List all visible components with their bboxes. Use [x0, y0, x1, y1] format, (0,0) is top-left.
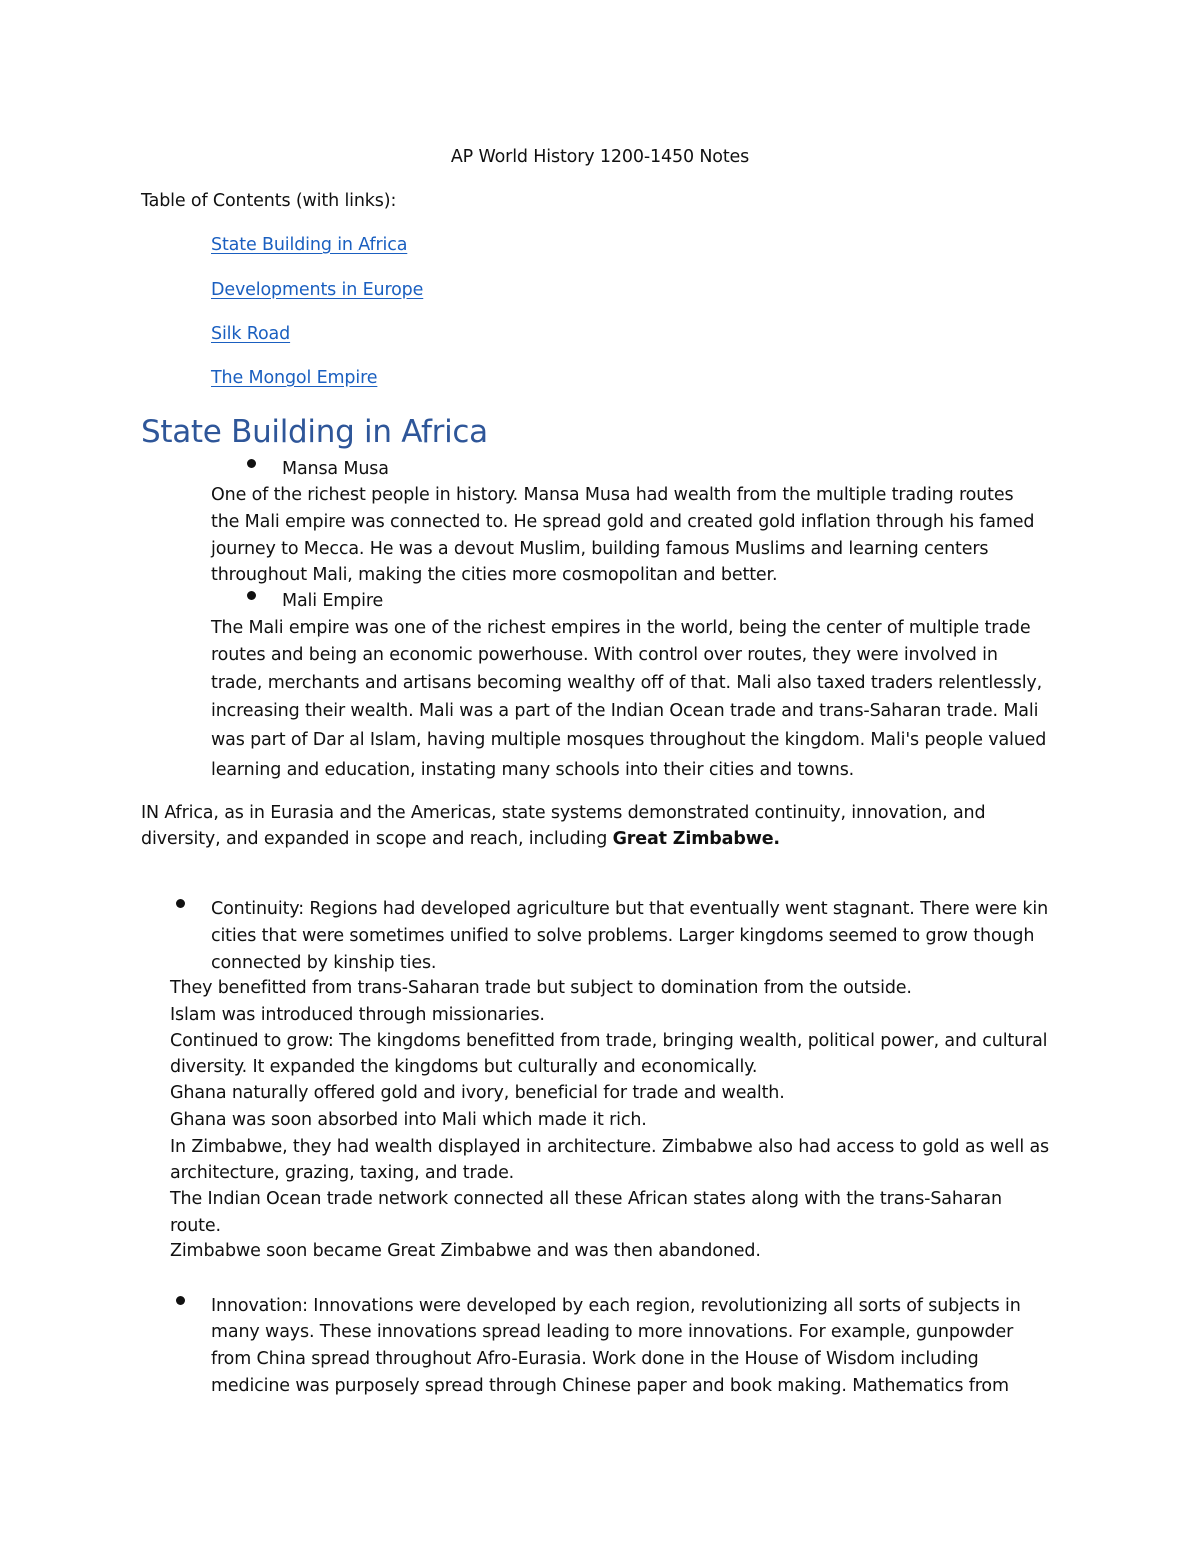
paragraph-line: was part of Dar al Islam, having multiple mosques throughout the kingdom. Mali's people valued — [211, 730, 1047, 750]
note-line: Ghana naturally offered gold and ivory, beneficial for trade and wealth. — [170, 1083, 785, 1103]
paragraph-line: learning and education, instating many schools into their cities and towns. — [211, 760, 855, 780]
innovation-line: Innovation: Innovations were developed by each region, revolutionizing all sorts of subjects in — [211, 1296, 1021, 1316]
section-heading: State Building in Africa — [141, 414, 488, 450]
note-line: The Indian Ocean trade network connected all these African states along with the trans-Saharan — [170, 1189, 1002, 1209]
bullet-icon — [176, 1296, 185, 1305]
paragraph-line: trade, merchants and artisans becoming wealthy off of that. Mali also taxed traders relentlessly, — [211, 673, 1043, 693]
continuity-line: connected by kinship ties. — [211, 953, 437, 973]
innovation-line: from China spread throughout Afro-Eurasia. Work done in the House of Wisdom including — [211, 1349, 979, 1369]
paragraph-line: throughout Mali, making the cities more cosmopolitan and better. — [211, 565, 778, 585]
note-line: Ghana was soon absorbed into Mali which made it rich. — [170, 1110, 647, 1130]
note-line: diversity. It expanded the kingdoms but culturally and economically. — [170, 1057, 758, 1077]
bullet-icon — [176, 899, 185, 908]
intro-text: diversity, and expanded in scope and reach, including — [141, 829, 613, 849]
paragraph-line: the Mali empire was connected to. He spread gold and created gold inflation through his famed — [211, 512, 1035, 532]
bullet-label-mansa-musa: Mansa Musa — [282, 459, 389, 479]
toc-link-state-building[interactable]: State Building in Africa — [211, 235, 408, 255]
paragraph-line: journey to Mecca. He was a devout Muslim, building famous Muslims and learning centers — [211, 539, 989, 559]
paragraph-line: The Mali empire was one of the richest empires in the world, being the center of multiple trade — [211, 618, 1031, 638]
note-line: Zimbabwe soon became Great Zimbabwe and was then abandoned. — [170, 1241, 761, 1261]
note-line: Continued to grow: The kingdoms benefitted from trade, bringing wealth, political power, and cultural — [170, 1031, 1048, 1051]
note-line: Islam was introduced through missionaries. — [170, 1005, 545, 1025]
document-title: AP World History 1200-1450 Notes — [450, 147, 750, 167]
note-line: They benefitted from trans-Saharan trade but subject to domination from the outside. — [170, 978, 912, 998]
continuity-line: cities that were sometimes unified to solve problems. Larger kingdoms seemed to grow though — [211, 926, 1035, 946]
innovation-line: medicine was purposely spread through Chinese paper and book making. Mathematics from — [211, 1376, 1009, 1396]
toc-link-mongol-empire[interactable]: The Mongol Empire — [211, 368, 378, 388]
toc-label: Table of Contents (with links): — [141, 191, 397, 211]
bullet-icon — [247, 459, 256, 468]
intro-line: IN Africa, as in Eurasia and the Americas, state systems demonstrated continuity, innovation, and — [141, 803, 986, 823]
bullet-label-mali-empire: Mali Empire — [282, 591, 384, 611]
bullet-icon — [247, 591, 256, 600]
note-line: In Zimbabwe, they had wealth displayed in architecture. Zimbabwe also had access to gold as well as — [170, 1137, 1049, 1157]
toc-link-silk-road[interactable]: Silk Road — [211, 324, 291, 344]
continuity-line: Continuity: Regions had developed agriculture but that eventually went stagnant. There were kin — [211, 899, 1049, 919]
intro-line — [141, 826, 780, 852]
paragraph-line: routes and being an economic powerhouse. With control over routes, they were involved in — [211, 645, 998, 665]
innovation-line: many ways. These innovations spread leading to more innovations. For example, gunpowder — [211, 1322, 1014, 1342]
note-line: architecture, grazing, taxing, and trade. — [170, 1163, 515, 1183]
note-line: route. — [170, 1216, 221, 1236]
paragraph-line: increasing their wealth. Mali was a part of the Indian Ocean trade and trans-Saharan trade. Mali — [211, 701, 1039, 721]
paragraph-line: One of the richest people in history. Mansa Musa had wealth from the multiple trading routes — [211, 485, 1014, 505]
intro-bold-term: Great Zimbabwe. — [612, 829, 780, 849]
toc-link-developments-europe[interactable]: Developments in Europe — [211, 280, 424, 300]
